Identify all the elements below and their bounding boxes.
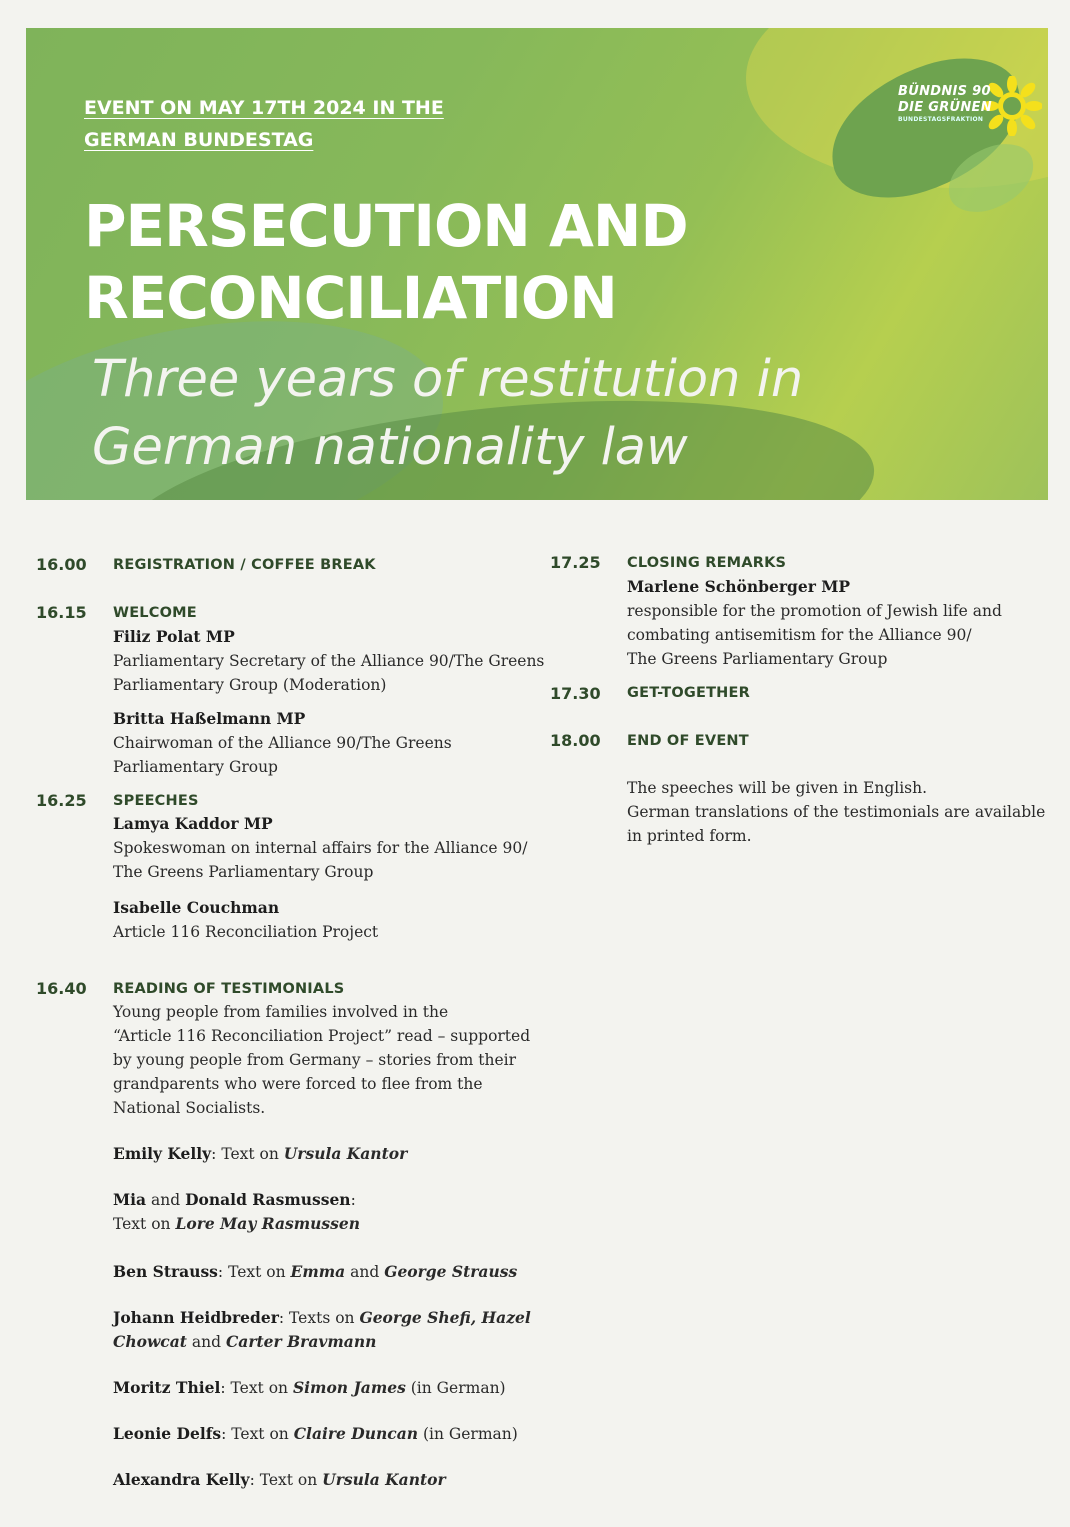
- reader-name: Mia: [113, 1190, 147, 1209]
- testimonial-subject: Emma: [290, 1262, 346, 1281]
- testimonial-subject: Ursula Kantor: [283, 1144, 408, 1163]
- testimonial-subject: Lore May Rasmussen: [175, 1214, 360, 1233]
- reader-text: : Text on: [220, 1379, 293, 1397]
- speaker-role: Parliamentary Group: [113, 758, 278, 776]
- reader-entry: [113, 1468, 446, 1492]
- reader-name: Johann Heidbreder: [113, 1308, 279, 1327]
- logo-subtext: BUNDESTAGSFRAKTION: [898, 116, 984, 123]
- testimonial-subject: Chowcat: [113, 1332, 187, 1351]
- reader-text: : Text on: [217, 1263, 291, 1281]
- speaker-name: Marlene Schönberger MP: [627, 577, 851, 596]
- testimonial-subject: George Strauss: [384, 1262, 518, 1281]
- speaker-block: [113, 812, 527, 884]
- event-date-kicker: [84, 92, 444, 156]
- description-line: Young people from families involved in the: [113, 1003, 449, 1021]
- testimonial-description: [113, 1000, 530, 1120]
- speaker-name: Britta Haßelmann MP: [113, 709, 306, 728]
- description-line: “Article 116 Reconciliation Project” read – supported: [113, 1027, 531, 1045]
- reader-entry: [113, 1142, 407, 1166]
- title-line: RECONCILIATION: [84, 264, 617, 332]
- speaker-name: Lamya Kaddor MP: [113, 814, 273, 833]
- kicker-line: EVENT ON MAY 17TH 2024 IN THE: [84, 97, 444, 119]
- title-line: PERSECUTION AND: [84, 192, 688, 260]
- page-subtitle: [92, 346, 1032, 482]
- reader-name: Ben Strauss: [113, 1262, 218, 1281]
- note-line: The speeches will be given in English.: [627, 779, 928, 797]
- language-note: [627, 776, 1045, 848]
- header-banner: [26, 28, 1048, 500]
- speaker-block: [113, 625, 544, 697]
- reader-text: (in German): [405, 1379, 506, 1397]
- reader-entry: [113, 1422, 518, 1446]
- note-line: German translations of the testimonials are available: [627, 803, 1046, 821]
- agenda-heading: REGISTRATION / COFFEE BREAK: [113, 557, 376, 573]
- reader-name: Emily Kelly: [113, 1144, 212, 1163]
- page-title: [84, 190, 984, 334]
- testimonial-subject: Simon James: [292, 1378, 406, 1397]
- description-line: grandparents who were forced to flee from the: [113, 1075, 483, 1093]
- note-line: in printed form.: [627, 827, 752, 845]
- reader-name: Moritz Thiel: [113, 1378, 221, 1397]
- reader-text: : Text on: [211, 1145, 284, 1163]
- speaker-block: [627, 575, 1002, 671]
- reader-entry: [113, 1260, 517, 1284]
- testimonial-subject: Carter Bravmann: [225, 1332, 377, 1351]
- reader-text: Text on: [113, 1215, 176, 1233]
- time-label: 17.25: [550, 553, 601, 572]
- reader-text: (in German): [418, 1425, 518, 1443]
- subtitle-line: German nationality law: [92, 418, 688, 477]
- agenda-heading: READING OF TESTIMONIALS: [113, 981, 345, 997]
- speaker-block: [113, 896, 378, 944]
- reader-text: : Text on: [249, 1471, 323, 1489]
- description-line: by young people from Germany – stories from their: [113, 1051, 517, 1069]
- logo-text: BÜNDNIS 90: [898, 84, 991, 99]
- reader-entry: [113, 1306, 531, 1354]
- reader-text: : Texts on: [278, 1309, 360, 1327]
- speaker-role: combating antisemitism for the Alliance 90/: [627, 626, 972, 644]
- reader-entry: [113, 1188, 360, 1236]
- speaker-role: Parliamentary Group (Moderation): [113, 676, 387, 694]
- time-label: 18.00: [550, 731, 601, 750]
- reader-name: Alexandra Kelly: [113, 1470, 250, 1489]
- logo-text: DIE GRÜNEN: [898, 100, 992, 115]
- reader-name: Leonie Delfs: [113, 1424, 222, 1443]
- speaker-role: The Greens Parliamentary Group: [627, 650, 888, 668]
- agenda-heading: WELCOME: [113, 605, 197, 621]
- speaker-block: [113, 707, 452, 779]
- agenda-heading: SPEECHES: [113, 793, 199, 809]
- speaker-role: Chairwoman of the Alliance 90/The Greens: [113, 734, 452, 752]
- speaker-role: Spokeswoman on internal affairs for the Alliance 90/: [113, 839, 528, 857]
- time-label: 16.15: [36, 603, 87, 622]
- time-label: 16.25: [36, 791, 87, 810]
- reader-text: :: [350, 1191, 356, 1209]
- testimonial-subject: Claire Duncan: [293, 1424, 419, 1443]
- speaker-name: Filiz Polat MP: [113, 627, 235, 646]
- speaker-role: The Greens Parliamentary Group: [113, 863, 374, 881]
- reader-text: and: [345, 1263, 385, 1281]
- speaker-role: Parliamentary Secretary of the Alliance 90/The Greens: [113, 652, 545, 670]
- speaker-role: Article 116 Reconciliation Project: [113, 923, 379, 941]
- time-label: 16.00: [36, 555, 87, 574]
- time-label: 16.40: [36, 979, 87, 998]
- subtitle-line: Three years of restitution in: [92, 350, 804, 409]
- testimonial-subject: Ursula Kantor: [322, 1470, 446, 1489]
- speaker-name: Isabelle Couchman: [113, 898, 280, 917]
- reader-text: and: [146, 1191, 186, 1209]
- reader-text: : Text on: [221, 1425, 294, 1443]
- agenda-heading: GET-TOGETHER: [627, 685, 750, 701]
- reader-entry: [113, 1376, 506, 1400]
- party-logo: [892, 78, 1042, 158]
- kicker-line: GERMAN BUNDESTAG: [84, 129, 314, 151]
- time-label: 17.30: [550, 684, 601, 703]
- reader-name: Donald Rasmussen: [185, 1190, 351, 1209]
- reader-text: and: [186, 1333, 226, 1351]
- description-line: National Socialists.: [113, 1099, 266, 1117]
- testimonial-subject: George Shefi, Hazel: [359, 1308, 531, 1327]
- agenda-heading: CLOSING REMARKS: [627, 555, 787, 571]
- speaker-role: responsible for the promotion of Jewish life and: [627, 602, 1002, 620]
- agenda-heading: END OF EVENT: [627, 733, 749, 749]
